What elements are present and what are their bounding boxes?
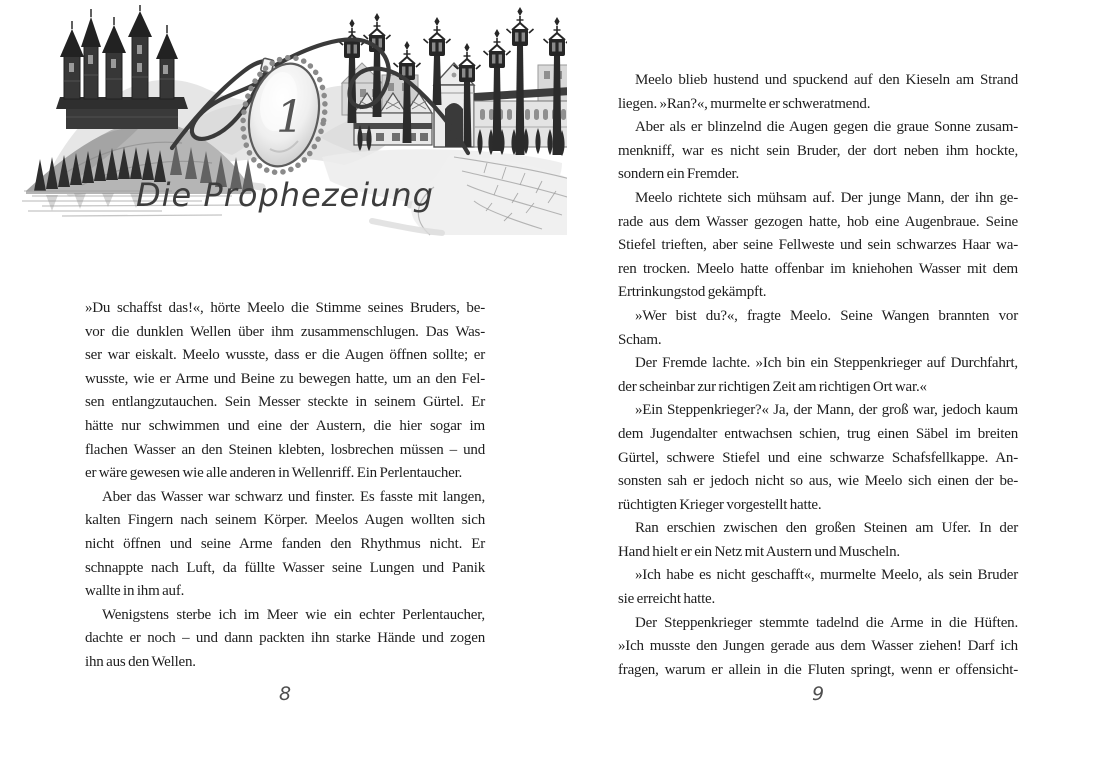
- chapter-number: 1: [276, 92, 304, 143]
- chapter-title: Die Prophezeiung: [136, 176, 434, 214]
- text-line: Meelo blieb hustend und spuckend auf den Kieseln am Strand: [635, 72, 1018, 88]
- text-line: Aber das Wasser war schwarz und finster. Es fasste mit langen,: [102, 488, 485, 505]
- text-line: fragen, warum er allein in die Fluten springt, wenn er offensicht-: [618, 661, 1018, 678]
- text-line: der scheinbar zur richtigen Zeit am richtigen Ort war.«: [618, 378, 927, 395]
- text-line: sonsten sah er jedoch nicht so aus, wie Meelo sich einen der be-: [618, 473, 1018, 490]
- text-line: liegen. »Ran?«, murmelte er schweratmend.: [618, 95, 871, 112]
- text-line: schnappte nach Luft, da füllte Wasser seine Lungen und Panik: [85, 559, 485, 576]
- text-line: rüchtigten Krieger vorgestellt hatte.: [618, 496, 822, 513]
- text-line: ser war eiskalt. Meelo wusste, dass er die Augen öffnen sollte; er: [85, 347, 485, 364]
- text-line: nicht öffnen und seine Arme fanden den Rhythmus nicht. Er: [85, 535, 485, 552]
- text-line: Der Steppenkrieger stemmte tadelnd die Arme in die Hüften.: [635, 614, 1018, 631]
- text-line: er wäre gewesen wie alle anderen in Wellenriff. Ein Perlentaucher.: [85, 465, 463, 482]
- text-line: Gürtel, schwere Stiefel und eine schwarze Schafsfellkappe. An-: [618, 449, 1018, 466]
- paragraph: [618, 116, 1018, 187]
- text-line: rade aus dem Wasser gezogen hatte, hob eine Augenbraue. Seine: [618, 213, 1018, 230]
- text-line: »Du schaffst das!«, hörte Meelo die Stimme seines Bruders, be-: [85, 300, 485, 316]
- text-line: sondern ein Fremder.: [618, 166, 740, 183]
- text-line: vor die dunklen Wellen über ihm zusammenschlugen. Das Was-: [85, 323, 485, 340]
- paragraph: [85, 297, 485, 486]
- text-line: Stiefel trieften, aber seine Fellweste und sein schwarzes Haar wa-: [618, 237, 1018, 254]
- paragraph: [618, 187, 1018, 305]
- text-line: Meelo richtete sich mühsam auf. Der junge Mann, der ihn ge-: [635, 189, 1018, 206]
- text-line: sen entlangzutauchen. Sein Messer steckte in seinem Gürtel. Er: [85, 394, 485, 411]
- text-line: »Ein Steppenkrieger?« Ja, der Mann, der groß war, jedoch kaum: [635, 402, 1018, 419]
- text-line: Scham.: [618, 331, 662, 348]
- text-line: menkniff, war es nicht sein Bruder, der dort neben ihm hockte,: [618, 142, 1018, 159]
- paragraph: [618, 352, 1018, 399]
- page-number-left: 8: [278, 683, 292, 705]
- paragraph: [618, 399, 1018, 517]
- page-number-right: 9: [811, 683, 825, 705]
- paragraph: [618, 564, 1018, 611]
- paragraph: [85, 486, 485, 604]
- text-line: Aber als er blinzelnd die Augen gegen die graue Sonne zusam-: [635, 119, 1018, 136]
- text-line: wusste, wie er Arme und Beine zu bewegen hatte, um an den Fel-: [85, 370, 485, 387]
- text-line: »Ich musste den Jungen gerade aus dem Wasser ziehen! Darf ich: [618, 638, 1018, 655]
- text-line: sie erreicht hatte.: [618, 591, 716, 608]
- text-line: dachte er noch – und dann packten ihn starke Hände und zogen: [85, 630, 485, 647]
- paragraph: [618, 612, 1018, 683]
- text-line: Ran erschien zwischen den großen Steinen am Ufer. In der: [635, 520, 1018, 537]
- text-line: wallte in ihm auf.: [85, 583, 185, 600]
- castle: [56, 5, 188, 129]
- text-line: kalten Fingern nach seinem Körper. Meelos Augen wollten sich: [85, 512, 485, 529]
- left-page-text: [85, 297, 485, 675]
- text-line: Wenigstens sterbe ich im Meer wie ein echter Perlentaucher,: [102, 606, 485, 623]
- text-line: »Ich habe es nicht geschafft«, murmelte Meelo, als sein Bruder: [635, 567, 1018, 584]
- paragraph: [618, 517, 1018, 564]
- paragraph: [618, 305, 1018, 352]
- text-line: Der Fremde lachte. »Ich bin ein Steppenkrieger auf Durchfahrt,: [635, 355, 1018, 372]
- text-line: ren trocken. Meelo hatte offenbar im kniehohen Wasser mit dem: [618, 260, 1018, 277]
- text-line: hätte nur schwimmen und eine der Austern, die hier sogar im: [85, 417, 485, 434]
- paragraph: [85, 604, 485, 675]
- text-line: ihn aus den Wellen.: [85, 653, 196, 670]
- text-line: dem Jugendalter entwachsen schien, trug einen Säbel im breiten: [618, 425, 1018, 442]
- text-line: »Wer bist du?«, fragte Meelo. Seine Wangen brannten vor: [635, 307, 1018, 324]
- text-line: Hand hielt er ein Netz mit Austern und Muscheln.: [618, 543, 900, 560]
- text-line: flachen Wasser an den Steinen klebten, losbrechen müssen – und: [85, 441, 485, 458]
- paragraph: [618, 69, 1018, 116]
- right-page-text: [618, 69, 1018, 682]
- text-line: Ertrinkungstod gekämpft.: [618, 284, 767, 301]
